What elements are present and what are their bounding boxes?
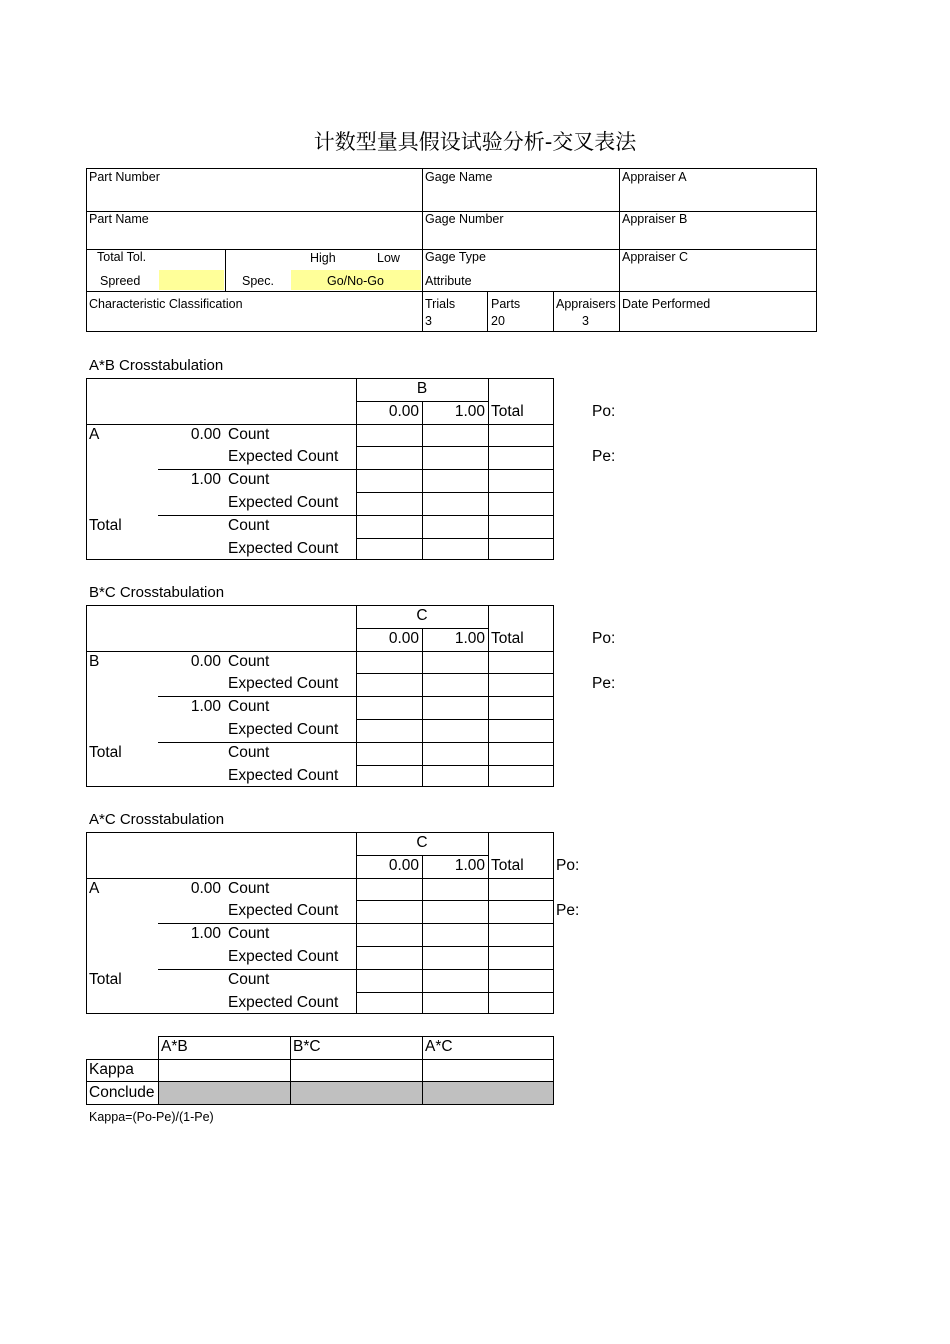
expected-count-label: Expected Count (228, 675, 339, 693)
data-cell[interactable] (357, 720, 421, 741)
column-total: Total (491, 629, 524, 647)
data-cell[interactable] (357, 674, 421, 695)
data-cell[interactable] (489, 470, 553, 491)
characteristic-classification-label: Characteristic Classification (89, 297, 243, 311)
data-cell[interactable] (357, 766, 421, 787)
pe-label: Pe: (592, 448, 616, 466)
row-value-0: 0.00 (190, 652, 221, 670)
data-cell[interactable] (423, 970, 487, 991)
column-variable: C (416, 607, 428, 624)
data-cell[interactable] (357, 947, 421, 968)
column-value-1: 1.00 (454, 629, 485, 647)
conclude-row-label: Conclude (89, 1084, 155, 1101)
data-cell[interactable] (423, 924, 487, 945)
expected-count-label: Expected Count (228, 902, 339, 920)
column-total: Total (491, 402, 524, 420)
row-total: Total (89, 970, 122, 988)
data-cell[interactable] (423, 425, 487, 446)
data-cell[interactable] (423, 901, 487, 922)
total-tol-label: Total Tol. (97, 250, 147, 264)
count-label: Count (228, 471, 270, 489)
appraiser-c-label: Appraiser C (622, 250, 688, 264)
data-cell[interactable] (357, 470, 421, 491)
appraisers-value: 3 (582, 314, 589, 328)
row-total: Total (89, 516, 122, 534)
crosstab-title: B*C Crosstabulation (89, 584, 225, 601)
data-cell[interactable] (357, 425, 421, 446)
row-variable: A (89, 879, 100, 897)
data-cell[interactable] (489, 720, 553, 741)
grid-line (356, 855, 488, 856)
conclude-bc-cell[interactable] (291, 1082, 422, 1104)
data-cell[interactable] (489, 493, 553, 514)
date-performed-label: Date Performed (622, 297, 711, 311)
kappa-row-label: Kappa (89, 1061, 134, 1078)
kappa-col-bc: B*C (293, 1038, 321, 1055)
data-cell[interactable] (489, 924, 553, 945)
data-cell[interactable] (357, 743, 421, 764)
expected-count-label: Expected Count (228, 766, 339, 784)
data-cell[interactable] (357, 447, 421, 468)
data-cell[interactable] (423, 516, 487, 537)
data-cell[interactable] (357, 924, 421, 945)
data-cell[interactable] (489, 879, 553, 900)
data-cell[interactable] (489, 766, 553, 787)
high-label: High (310, 251, 336, 265)
data-cell[interactable] (423, 720, 487, 741)
expected-count-label: Expected Count (228, 539, 339, 557)
spec-value: Go/No-Go (327, 274, 384, 288)
data-cell[interactable] (423, 766, 487, 787)
column-value-1: 1.00 (454, 402, 485, 420)
appraiser-b-label: Appraiser B (622, 212, 688, 226)
count-label: Count (228, 925, 270, 943)
data-cell[interactable] (423, 447, 487, 468)
data-cell[interactable] (357, 697, 421, 718)
expected-count-label: Expected Count (228, 494, 339, 511)
column-variable: C (416, 834, 428, 851)
column-variable: B (416, 380, 428, 397)
data-cell[interactable] (489, 425, 553, 446)
part-name-label: Part Name (89, 212, 149, 226)
data-cell[interactable] (489, 539, 553, 560)
count-label: Count (228, 652, 270, 670)
low-label: Low (377, 251, 400, 265)
expected-count-label: Expected Count (228, 993, 339, 1011)
data-cell[interactable] (489, 652, 553, 673)
data-cell[interactable] (357, 993, 421, 1014)
data-cell[interactable] (423, 674, 487, 695)
column-value-0: 0.00 (388, 629, 419, 647)
page-title: 计数型量具假设试验分析-交叉表法 (313, 130, 637, 154)
row-total: Total (89, 743, 122, 761)
column-value-0: 0.00 (388, 856, 419, 874)
appraiser-a-label: Appraiser A (622, 170, 687, 184)
expected-count-label: Expected Count (228, 721, 339, 738)
column-value-1: 1.00 (454, 856, 485, 874)
data-cell[interactable] (423, 493, 487, 514)
crosstab-title: A*B Crosstabulation (89, 357, 224, 374)
spec-label: Spec. (242, 274, 274, 288)
spreed-input-cell[interactable] (159, 270, 224, 290)
data-cell[interactable] (423, 743, 487, 764)
count-label: Count (228, 970, 270, 988)
grid-line (356, 628, 488, 629)
row-value-0: 0.00 (190, 879, 221, 897)
data-cell[interactable] (489, 674, 553, 695)
spreed-label: Spreed (100, 274, 141, 288)
data-cell[interactable] (357, 652, 421, 673)
po-label: Po: (556, 856, 580, 874)
data-cell[interactable] (489, 743, 553, 764)
kappa-formula: Kappa=(Po-Pe)/(1-Pe) (89, 1110, 214, 1124)
trials-label: Trials (425, 297, 456, 311)
data-cell[interactable] (423, 947, 487, 968)
crosstab-title: A*C Crosstabulation (89, 811, 225, 828)
row-value-1: 1.00 (190, 471, 221, 489)
row-value-1: 1.00 (190, 698, 221, 716)
po-label: Po: (592, 629, 616, 647)
data-cell[interactable] (423, 470, 487, 491)
kappa-col-ab: A*B (161, 1038, 188, 1055)
appraisers-label: Appraisers (556, 297, 616, 311)
data-cell[interactable] (489, 447, 553, 468)
count-label: Count (228, 879, 270, 897)
data-cell[interactable] (423, 993, 487, 1014)
data-cell[interactable] (489, 947, 553, 968)
data-cell[interactable] (423, 539, 487, 560)
pe-label: Pe: (556, 902, 580, 920)
conclude-ab-cell[interactable] (159, 1082, 290, 1104)
data-cell[interactable] (357, 901, 421, 922)
row-variable: B (89, 652, 100, 670)
data-cell[interactable] (357, 970, 421, 991)
expected-count-label: Expected Count (228, 448, 339, 466)
data-cell[interactable] (423, 652, 487, 673)
po-label: Po: (592, 402, 616, 420)
data-cell[interactable] (357, 879, 421, 900)
data-cell[interactable] (423, 697, 487, 718)
row-variable: A (89, 425, 100, 443)
parts-label: Parts (491, 297, 521, 311)
data-cell[interactable] (357, 493, 421, 514)
data-cell[interactable] (357, 539, 421, 560)
header-info-table (86, 168, 817, 332)
count-label: Count (228, 743, 270, 761)
row-value-0: 0.00 (190, 425, 221, 443)
data-cell[interactable] (489, 901, 553, 922)
expected-count-label: Expected Count (228, 948, 339, 965)
count-label: Count (228, 698, 270, 716)
data-cell[interactable] (489, 697, 553, 718)
column-total: Total (491, 856, 524, 874)
data-cell[interactable] (489, 993, 553, 1014)
row-value-1: 1.00 (190, 925, 221, 943)
data-cell[interactable] (423, 879, 487, 900)
parts-value: 20 (491, 314, 505, 328)
conclude-ac-cell[interactable] (423, 1082, 553, 1104)
gage-type-value: Attribute (425, 274, 472, 288)
count-label: Count (228, 425, 270, 443)
kappa-col-ac: A*C (425, 1038, 453, 1055)
trials-value: 3 (425, 314, 432, 328)
column-value-0: 0.00 (388, 402, 419, 420)
gage-name-label: Gage Name (425, 170, 493, 184)
part-number-label: Part Number (89, 170, 160, 184)
count-label: Count (228, 516, 270, 534)
gage-number-label: Gage Number (425, 212, 504, 226)
data-cell[interactable] (489, 516, 553, 537)
data-cell[interactable] (489, 970, 553, 991)
data-cell[interactable] (357, 516, 421, 537)
grid-line (356, 401, 488, 402)
pe-label: Pe: (592, 675, 616, 693)
gage-type-label: Gage Type (425, 250, 486, 264)
